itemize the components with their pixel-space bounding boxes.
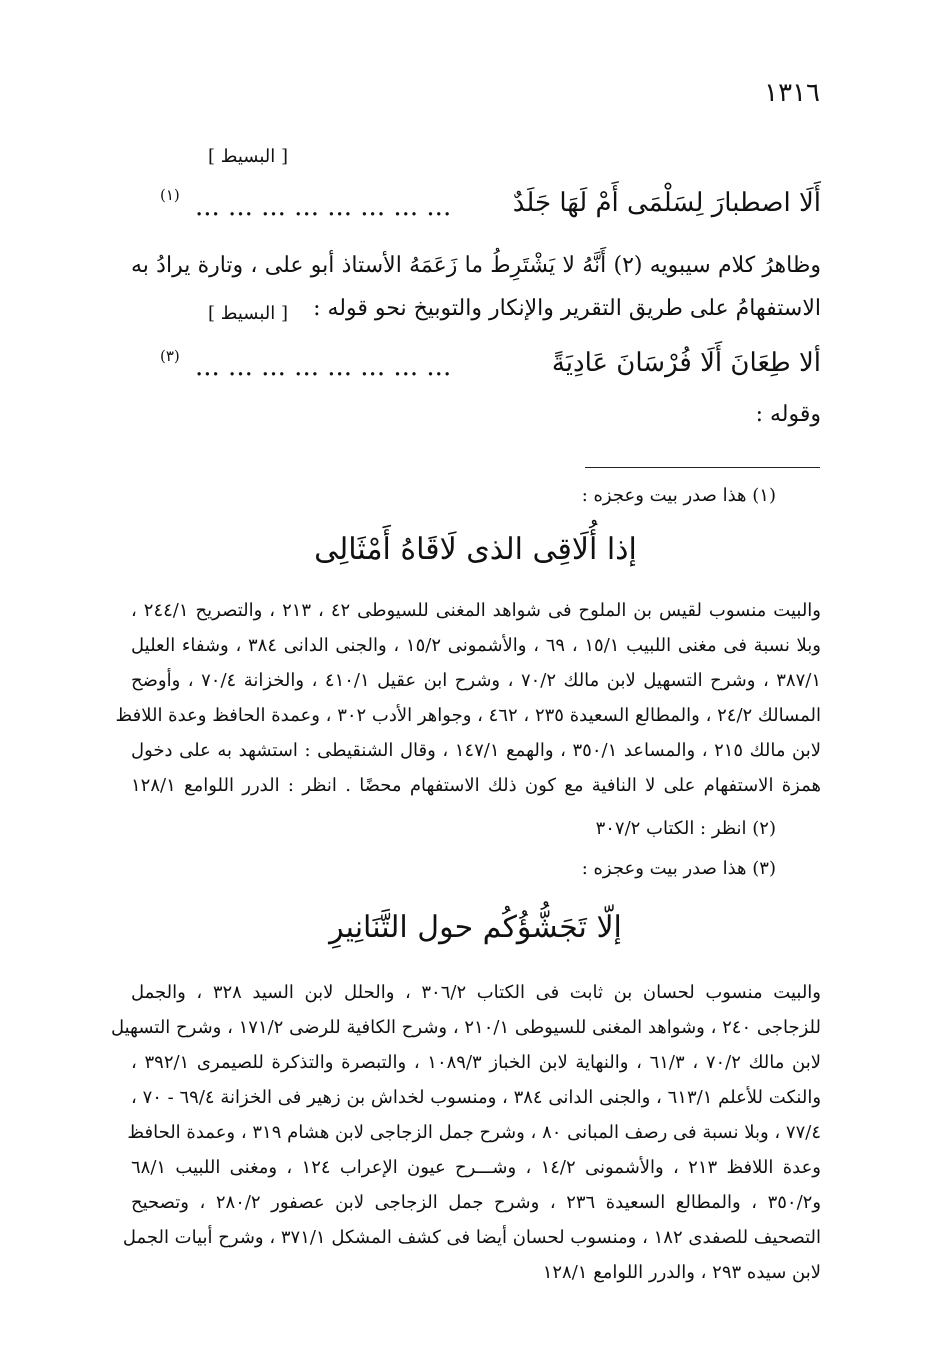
footnote-3-line-9: لابن سيده ٢٩٣ ، والدرر اللوامع ١٢٨/١	[542, 1262, 821, 1283]
verse-2-footnote-marker: (٣)	[160, 347, 180, 365]
verse-2-text: ألا طِعَانَ أَلَا فُرْسَانَ عَادِيَةً	[551, 348, 821, 378]
footnote-3-line-2: للزجاجى ٢٤٠ ، وشواهد المغنى للسيوطى ٢١٠/١ ، وشرح الكافية للرضى ١٧١/٢ ، وشرح التسهيل	[110, 1017, 821, 1038]
footnote-3-line-8: التصحيف للصفدى ١٨٢ ، ومنسوب لحسان أيضا فى كشف المشكل ٣٧١/١ ، وشرح أبيات الجمل	[122, 1227, 821, 1248]
footnote-1-line-1: والبيت منسوب لقيس بن الملوح فى شواهد المغنى للسيوطى ٤٢ ، ٢١٣ ، والتصريح ٢٤٤/١ ،	[131, 600, 821, 621]
footnote-divider	[585, 467, 820, 468]
footnote-3-line-4: والنكت للأعلم ٦١٣/١ ، والجنى الدانى ٣٨٤ ، ومنسوب لخداش بن زهير فى الخزانة ٦٩/٤ - ٧٠ ،	[131, 1087, 822, 1108]
verse-1-footnote-marker: (١)	[160, 186, 180, 204]
footnote-2: (٢) انظر : الكتاب ٣٠٧/٢	[595, 818, 776, 839]
footnote-3-line-7: و٣٥٠/٢ ، والمطالع السعيدة ٢٣٦ ، وشرح جمل الزجاجى لابن عصفور ٢٨٠/٢ ، وتصحيح	[131, 1192, 822, 1213]
footnote-1-line-5: لابن مالك ٢١٥ ، والمساعد ٣٥٠/١ ، والهمع ١٤٧/١ ، وقال الشنقيطى : استشهد به على دخول	[131, 740, 822, 761]
meter-label-1: [ البسيط ]	[208, 146, 288, 167]
footnote-1-line-3: ٣٨٧/١ ، وشرح التسهيل لابن مالك ٧٠/٢ ، وشرح ابن عقيل ٤١٠/١ ، والخزانة ٧٠/٤ ، وأوضح	[131, 670, 822, 691]
meter-label-2: [ البسيط ]	[208, 303, 288, 324]
verse-2-dots: ... ... ... ... ... ... ... ...	[195, 352, 452, 382]
footnote-3-heading: (٣) هذا صدر بيت وعجزه :	[581, 858, 776, 879]
verse-1-dots: ... ... ... ... ... ... ... ...	[195, 192, 452, 222]
body-line-1: وظاهرُ كلام سيبويه (٢) أَنَّهُ لا يَشْتَرِطُ ما زَعَمَهُ الأستاذ أبو على ، وتارة يرادُ به	[131, 253, 821, 278]
footnote-1-line-4: المسالك ٢٤/٢ ، والمطالع السعيدة ٢٣٥ ، ٤٦٢ ، وجواهر الأدب ٣٠٢ ، وعمدة الحافظ وعدة اللافظ	[115, 705, 821, 726]
page-number: ١٣١٦	[764, 78, 820, 108]
closing-line: وقوله :	[755, 402, 821, 427]
footnote-1-heading: (١) هذا صدر بيت وعجزه :	[581, 485, 776, 506]
footnote-1-verse: إذا أُلَاقِى الذى لَاقَاهُ أَمْثَالِى	[314, 532, 637, 567]
footnote-1-line-2: وبلا نسبة فى مغنى اللبيب ١٥/١ ، ٦٩ ، والأشمونى ١٥/٢ ، والجنى الدانى ٣٨٤ ، وشفاء العليل	[131, 635, 822, 656]
footnote-3-line-6: وعدة اللافظ ٢١٣ ، والأشمونى ١٤/٢ ، وشـــرح عيون الإعراب ١٢٤ ، ومغنى اللبيب ٦٨/١	[131, 1157, 822, 1178]
verse-1-text: أَلَا اصطبارَ لِسَلْمَى أَمْ لَهَا جَلَدٌ	[512, 188, 821, 218]
footnote-3-line-5: ٧٧/٤ ، وبلا نسبة فى رصف المبانى ٨٠ ، وشرح جمل الزجاجى لابن هشام ٣١٩ ، وعمدة الحافظ	[127, 1122, 821, 1143]
footnote-1-line-6: همزة الاستفهام على لا النافية مع كون ذلك الاستفهام محضًا . انظر : الدرر اللوامع ١٢٨/١	[131, 775, 821, 796]
footnote-3-verse: إلّا تَجَشُّؤُكُم حول التَّنَانِيرِ	[329, 910, 622, 945]
footnote-3-line-3: لابن مالك ٧٠/٢ ، ٦١/٣ ، والنهاية لابن الخباز ١٠٨٩/٣ ، والتبصرة والتذكرة للصيمرى ٣٩٢/١ ،	[131, 1052, 821, 1073]
footnote-3-line-1: والبيت منسوب لحسان بن ثابت فى الكتاب ٣٠٦/٢ ، والحلل لابن السيد ٣٢٨ ، والجمل	[131, 982, 821, 1003]
body-line-2: الاستفهامُ على طريق التقرير والإنكار والتوبيخ نحو قوله :	[313, 296, 821, 321]
